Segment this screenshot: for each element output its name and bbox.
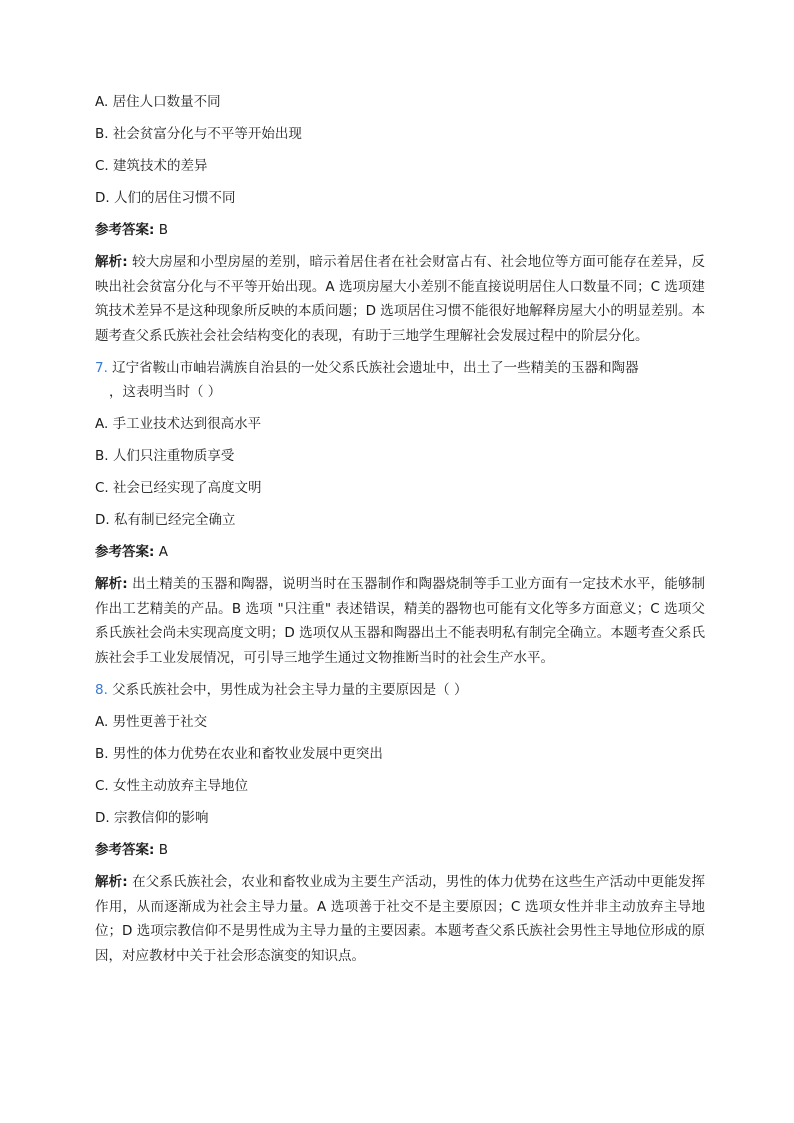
question-7 xyxy=(95,356,705,404)
answer-value: B xyxy=(154,842,168,858)
option-a: A. 手工业技术达到很高水平 xyxy=(95,416,262,432)
analysis-text: 在父系氏族社会，农业和畜牧业成为主要生产活动，男性的体力优势在这些生产活动中更能发挥作用，从而逐渐成为社会主导力量。A 选项善于社交不是主要原因；C 选项女性并非主动放弃主导地位；D 选项宗教信仰不是男性成为主导力量的主要因素。本题考查父系氏族社会男性主导地位形成的原因，对应教材中关于社会形态演变的知识点。 xyxy=(95,874,705,964)
option-d: D. 私有制已经完全确立 xyxy=(95,512,236,528)
answer-line xyxy=(95,540,705,572)
answer-label: 参考答案: xyxy=(95,842,155,858)
option-b: B. 人们只注重物质享受 xyxy=(95,448,235,464)
answer-value: B xyxy=(154,222,168,238)
analysis-text: 出土精美的玉器和陶器，说明当时在玉器制作和陶器烧制等手工业方面有一定技术水平，能够制作出工艺精美的产品。B 选项 "只注重" 表述错误，精美的器物也可能有文化等多方面意义；C 选项父系氏族社会尚未实现高度文明；D 选项仅从玉器和陶器出土不能表明私有制完全确立。本题考查父系氏族社会手工业发展情况，可引导三地学生通过文物推断当时的社会生产水平。 xyxy=(95,576,705,666)
option-b: B. 社会贫富分化与不平等开始出现 xyxy=(95,126,302,142)
option-c: C. 社会已经实现了高度文明 xyxy=(95,480,262,496)
question-stem: 父系氏族社会中，男性成为社会主导力量的主要原因是（ ） xyxy=(107,682,468,698)
analysis-label: 解析: xyxy=(95,576,128,592)
analysis-label: 解析: xyxy=(95,254,128,270)
answer-value: A xyxy=(154,544,168,560)
answer-line xyxy=(95,838,705,870)
answer-line xyxy=(95,218,705,250)
option-a: A. 居住人口数量不同 xyxy=(95,94,221,110)
option-d: D. 人们的居住习惯不同 xyxy=(95,190,236,206)
answer-label: 参考答案: xyxy=(95,222,155,238)
analysis-paragraph xyxy=(95,250,705,348)
question-number: 7. xyxy=(95,360,108,376)
option-c: C. 女性主动放弃主导地位 xyxy=(95,778,249,794)
analysis-paragraph xyxy=(95,572,705,670)
answer-label: 参考答案: xyxy=(95,544,155,560)
question-8 xyxy=(95,678,705,702)
option-a: A. 男性更善于社交 xyxy=(95,714,208,730)
option-b: B. 男性的体力优势在农业和畜牧业发展中更突出 xyxy=(95,746,383,762)
analysis-paragraph xyxy=(95,870,705,968)
question-stem-line1: 辽宁省鞍山市岫岩满族自治县的一处父系氏族社会遗址中，出土了一些精美的玉器和陶器 xyxy=(107,360,639,376)
option-d: D. 宗教信仰的影响 xyxy=(95,810,209,826)
question-stem-line2: ，这表明当时（ ） xyxy=(109,384,222,400)
analysis-label: 解析: xyxy=(95,874,128,890)
document-page xyxy=(95,90,705,976)
analysis-text: 较大房屋和小型房屋的差别，暗示着居住者在社会财富占有、社会地位等方面可能存在差异，反映出社会贫富分化与不平等开始出现。A 选项房屋大小差别不能直接说明居住人口数量不同；C 选项建筑技术差异不是这种现象所反映的本质问题；D 选项居住习惯不能很好地解释房屋大小的明显差别。本题考查父系氏族社会社会结构变化的表现，有助于三地学生理解社会发展过程中的阶层分化。 xyxy=(95,254,705,344)
question-number: 8. xyxy=(95,682,108,698)
option-c: C. 建筑技术的差异 xyxy=(95,158,208,174)
